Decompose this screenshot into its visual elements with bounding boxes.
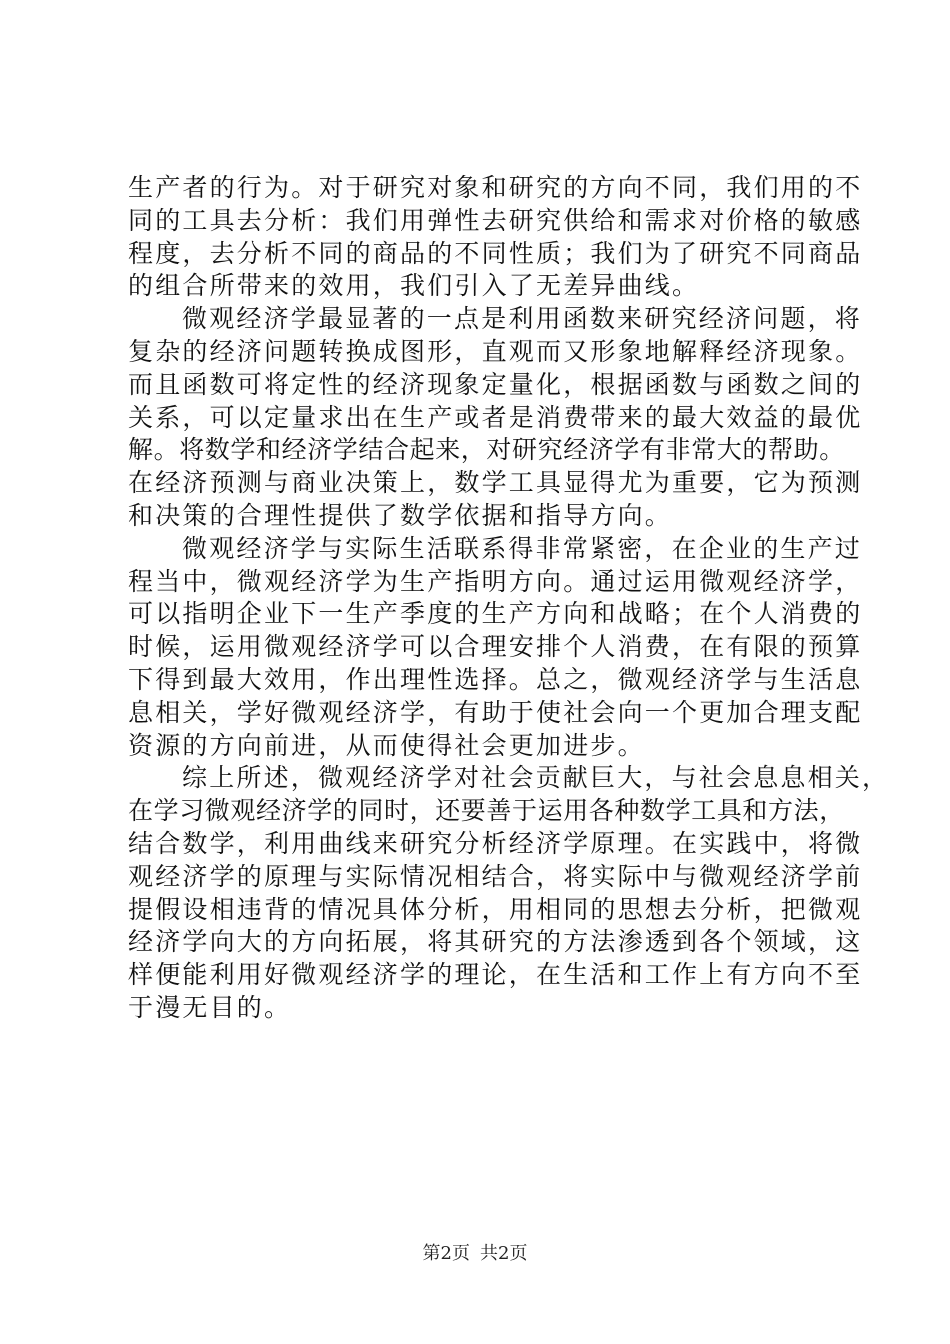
- text-line: 程度，去分析不同的商品的不同性质；我们为了研究不同商品: [128, 238, 863, 268]
- text-line: 的组合所带来的效用，我们引入了无差异曲线。: [128, 271, 700, 301]
- text-line: 在学习微观经济学的同时，还要善于运用各种数学工具和方法，: [128, 796, 845, 826]
- text-line: 经济学向大的方向拓展，将其研究的方法渗透到各个领域，这: [128, 927, 863, 957]
- text-line: 和决策的合理性提供了数学依据和指导方向。: [128, 500, 673, 530]
- text-line: 解。将数学和经济学结合起来，对研究经济学有非常大的帮助。: [128, 435, 845, 465]
- text-line: 关系，可以定量求出在生产或者是消费带来的最大效益的最优: [128, 402, 863, 432]
- text-line: 生产者的行为。对于研究对象和研究的方向不同，我们用的不: [128, 173, 863, 202]
- document-body: [128, 172, 890, 1025]
- text-line: 样便能利用好微观经济学的理论，在生活和工作上有方向不至: [128, 960, 863, 990]
- text-line: 可以指明企业下一生产季度的生产方向和战略；在个人消费的: [128, 599, 863, 629]
- text-line: 综上所述，微观经济学对社会贡献巨大，与社会息息相关，: [182, 763, 890, 793]
- text-line: 微观经济学最显著的一点是利用函数来研究经济问题，将: [182, 304, 863, 334]
- paragraph: [128, 303, 863, 533]
- page-total: 共2页: [480, 1243, 528, 1264]
- text-line: 下得到最大效用，作出理性选择。总之，微观经济学与生活息: [128, 664, 863, 694]
- paragraph: [128, 762, 890, 1024]
- text-line: 资源的方向前进，从而使得社会更加进步。: [128, 730, 645, 760]
- text-line: 同的工具去分析：我们用弹性去研究供给和需求对价格的敏感: [128, 205, 863, 235]
- paragraph: [128, 533, 863, 763]
- paragraph: [128, 172, 863, 303]
- text-line: 微观经济学与实际生活联系得非常紧密，在企业的生产过: [182, 533, 863, 563]
- text-line: 结合数学，利用曲线来研究分析经济学原理。在实践中，将微: [128, 828, 863, 858]
- text-line: 而且函数可将定性的经济现象定量化，根据函数与函数之间的: [128, 369, 863, 399]
- page-footer: [0, 1243, 950, 1265]
- text-line: 时候，运用微观经济学可以合理安排个人消费，在有限的预算: [128, 632, 863, 662]
- text-line: 于漫无目的。: [128, 992, 292, 1022]
- text-line: 在经济预测与商业决策上，数学工具显得尤为重要，它为预测: [128, 468, 863, 498]
- text-line: 复杂的经济问题转换成图形，直观而又形象地解释经济现象。: [128, 336, 863, 366]
- text-line: 观经济学的原理与实际情况相结合，将实际中与微观经济学前: [128, 861, 863, 891]
- text-line: 程当中，微观经济学为生产指明方向。通过运用微观经济学，: [128, 566, 863, 596]
- text-line: 提假设相违背的情况具体分析，用相同的思想去分析，把微观: [128, 894, 863, 924]
- page-number: 第2页: [422, 1243, 470, 1264]
- text-line: 息相关，学好微观经济学，有助于使社会向一个更加合理支配: [128, 697, 863, 727]
